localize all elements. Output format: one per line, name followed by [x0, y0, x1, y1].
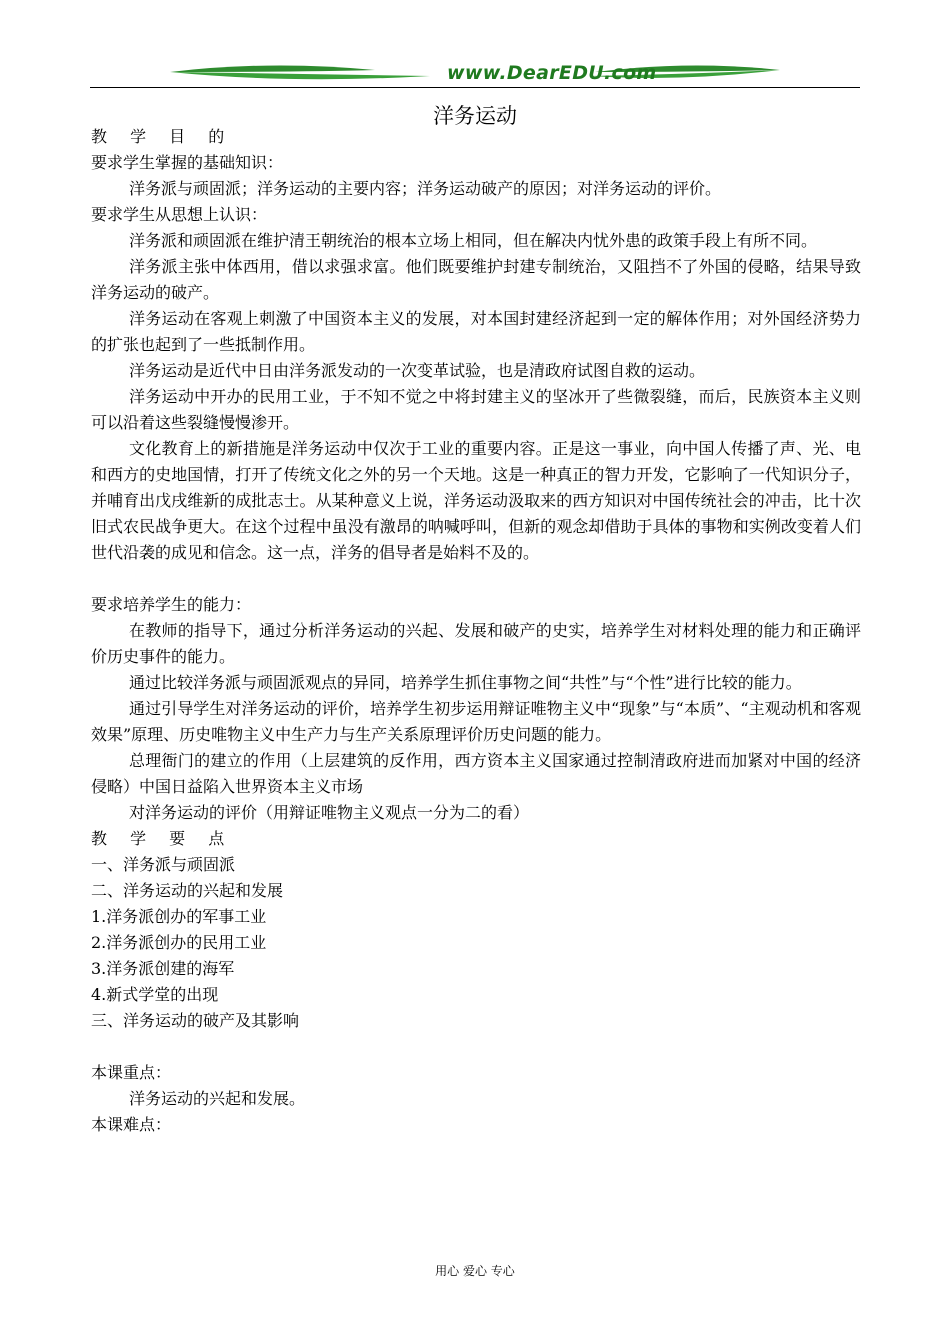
list-item: 3.洋务派创建的海军 [91, 959, 235, 978]
points-heading: 教 学 要 点 [91, 829, 234, 848]
paragraph: 洋务运动中开办的民用工业，于不知不觉之中将封建主义的坚冰开了些微裂缝，而后，民族资本主义则可以沿着这些裂缝慢慢渗开。 [91, 387, 861, 432]
ability-label: 要求培养学生的能力： [91, 595, 252, 614]
list-item: 一、洋务派与顽固派 [91, 855, 236, 874]
document-body [91, 124, 861, 1138]
list-item: 三、洋务运动的破产及其影响 [91, 1011, 300, 1030]
knowledge-label: 要求学生掌握的基础知识： [91, 153, 284, 172]
paragraph: 在教师的指导下，通过分析洋务运动的兴起、发展和破产的史实，培养学生对材料处理的能力和正确评价历史事件的能力。 [91, 621, 861, 666]
paragraph: 通过比较洋务派与顽固派观点的异同，培养学生抓住事物之间“共性”与“个性”进行比较的能力。 [129, 673, 802, 692]
list-item: 二、洋务运动的兴起和发展 [91, 881, 284, 900]
list-item: 1.洋务派创办的军事工业 [91, 907, 267, 926]
paragraph: 总理衙门的建立的作用（上层建筑的反作用，西方资本主义国家通过控制清政府进而加紧对中国的经济侵略）中国日益陷入世界资本主义市场 [91, 751, 861, 796]
left-swoosh [170, 65, 375, 72]
list-item: 4.新式学堂的出现 [91, 985, 219, 1004]
paragraph: 洋务派和顽固派在维护清王朝统治的根本立场上相同，但在解决内忧外患的政策手段上有所不同。 [129, 231, 818, 250]
difficult-point-label: 本课难点： [91, 1115, 172, 1134]
page-title: 洋务运动 [433, 104, 517, 128]
blank-line [91, 566, 861, 592]
key-point-label: 本课重点： [91, 1063, 172, 1082]
page-header [90, 58, 860, 90]
paragraph: 洋务运动在客观上刺激了中国资本主义的发展，对本国封建经济起到一定的解体作用；对外国经济势力的扩张也起到了一些抵制作用。 [91, 309, 861, 354]
goals-heading: 教 学 目 的 [91, 127, 234, 146]
thinking-label: 要求学生从思想上认识： [91, 205, 268, 224]
paragraph: 文化教育上的新措施是洋务运动中仅次于工业的重要内容。正是这一事业，向中国人传播了声、光、电和西方的史地国情，打开了传统文化之外的另一个天地。这是一种真正的智力开发，它影响了一代知识分子，并哺育出戊戌维新的成批志士。从某种意义上说，洋务运动汲取来的西方知识对中国传统社会的冲击，比十次旧式农民战争更大。在这个过程中虽没有激昂的呐喊呼叫，但新的观念却借助于具体的事物和实例改变着人们世代沿袭的成见和信念。这一点，洋务的倡导者是始料不及的。 [91, 439, 861, 562]
header-divider [90, 87, 860, 88]
paragraph: 洋务运动是近代中日由洋务派发动的一次变革试验，也是清政府试图自救的运动。 [129, 361, 706, 380]
page-footer: 用心 爱心 专心 [435, 1264, 515, 1278]
key-point-text: 洋务运动的兴起和发展。 [129, 1089, 306, 1108]
paragraph: 通过引导学生对洋务运动的评价，培养学生初步运用辩证唯物主义中“现象”与“本质”、“主观动机和客观效果”原理、历史唯物主义中生产力与生产关系原理评价历史问题的能力。 [91, 699, 861, 744]
site-logo-text: www.DearEDU.com [447, 62, 657, 84]
blank-line [91, 1034, 861, 1060]
left-swoosh-lower [170, 72, 430, 79]
list-item: 2.洋务派创办的民用工业 [91, 933, 267, 952]
knowledge-text: 洋务派与顽固派；洋务运动的主要内容；洋务运动破产的原因；对洋务运动的评价。 [129, 179, 722, 198]
paragraph: 对洋务运动的评价（用辩证唯物主义观点一分为二的看） [129, 803, 530, 822]
paragraph: 洋务派主张中体西用，借以求强求富。他们既要维护封建专制统治，又阻挡不了外国的侵略，结果导致洋务运动的破产。 [91, 257, 861, 302]
